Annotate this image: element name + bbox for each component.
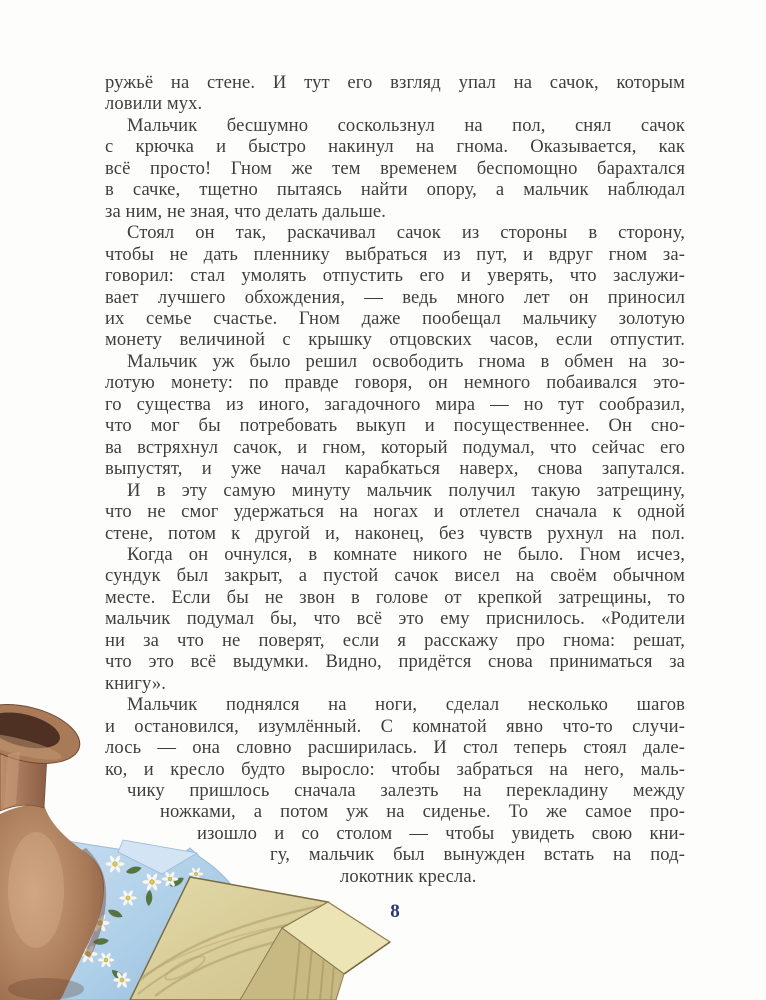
text-line: Мальчик бесшумно соскользнул на пол, снял сачок — [127, 114, 685, 136]
text-line: изошло и со столом — чтобы увидеть свою кни- — [197, 822, 685, 844]
text-line: ружьё на стене. И тут его взгляд упал на сачок, которым — [105, 72, 685, 93]
text-line: го существа из иного, загадочного мира — но тут сообразил, — [105, 393, 685, 415]
text-line: за ним, не зная, что делать дальше. — [105, 200, 387, 222]
text-line: говорил: стал умолять отпустить его и уверять, что заслужи- — [105, 265, 685, 287]
text-line: что мог бы потребовать выкуп и посущественнее. Он сно- — [105, 415, 685, 437]
text-line: И в эту самую минуту мальчик получил такую затрещину, — [127, 479, 685, 501]
text-line: что не смог удержаться на ногах и отлетел сначала к одной — [105, 501, 685, 523]
text-line: ни за что не поверят, если я расскажу про гнома: решат, — [105, 629, 685, 651]
text-line: гу, мальчик был вынужден встать на под- — [270, 844, 685, 866]
text-line: чтобы не дать пленнику выбраться из пут, и вдруг гном за- — [105, 243, 685, 265]
text-line: Стоял он так, раскачивал сачок из стороны в сторону, — [127, 222, 685, 244]
text-line: ва встряхнул сачок, и гном, который подумал, что сейчас его — [105, 436, 685, 458]
text-line: чику пришлось сначала залезть на перекладину между — [127, 779, 685, 801]
text-line: что это всё выдумки. Видно, придётся снова приниматься за — [105, 651, 685, 673]
text-line: и остановился, изумлённый. С комнатой явно что-то случи- — [105, 715, 685, 737]
text-line: книгу». — [105, 672, 166, 694]
text-line: Когда он очнулся, в комнате никого не было. Гном исчез, — [127, 543, 685, 565]
text-line: Мальчик уж было решил освободить гнома в обмен на зо- — [127, 350, 685, 372]
text-line: с крючка и быстро накинул на гнома. Оказывается, как — [105, 136, 685, 158]
text-line: ко, и кресло будто выросло: чтобы забраться на него, маль- — [105, 758, 685, 780]
text-line: их семье счастье. Гном даже пообещал мальчику золотую — [105, 307, 685, 329]
text-line: стене, потом к другой и, наконец, без чувств рухнул на пол. — [105, 522, 685, 544]
text-line: сундук был закрыт, а пустой сачок висел на своём обычном — [105, 565, 685, 587]
text-line: в сачке, тщетно пытаясь найти опору, а мальчик наблюдал — [105, 179, 685, 201]
text-line: монету величиной с крышку отцовских часов, если отпустит. — [105, 329, 685, 351]
text-line: всё просто! Гном же тем временем беспомощно барахтался — [105, 157, 685, 179]
text-line: выпустят, и уже начал карабкаться наверх, снова запутался. — [105, 458, 685, 480]
text-line: ножками, а потом уж на сиденье. То же самое про- — [160, 801, 685, 823]
text-line: вает лучшего обхождения, — ведь много лет он приносил — [105, 286, 685, 308]
text-line: лотую монету: по правде говоря, он немного побаивался это- — [105, 372, 685, 394]
text-line: лось — она словно расширилась. И стол теперь стоял дале- — [105, 737, 685, 759]
text-block — [105, 72, 685, 887]
page-number: 8 — [390, 901, 400, 922]
text-line: месте. Если бы не звон в голове от крепкой затрещины, то — [105, 586, 685, 608]
text-line: ловили мух. — [105, 93, 203, 115]
text-line: мальчик подумал бы, что всё это ему приснилось. «Родители — [105, 608, 685, 630]
text-line: локотник кресла. — [340, 865, 477, 887]
text-line: Мальчик поднялся на ноги, сделал несколько шагов — [127, 694, 685, 716]
